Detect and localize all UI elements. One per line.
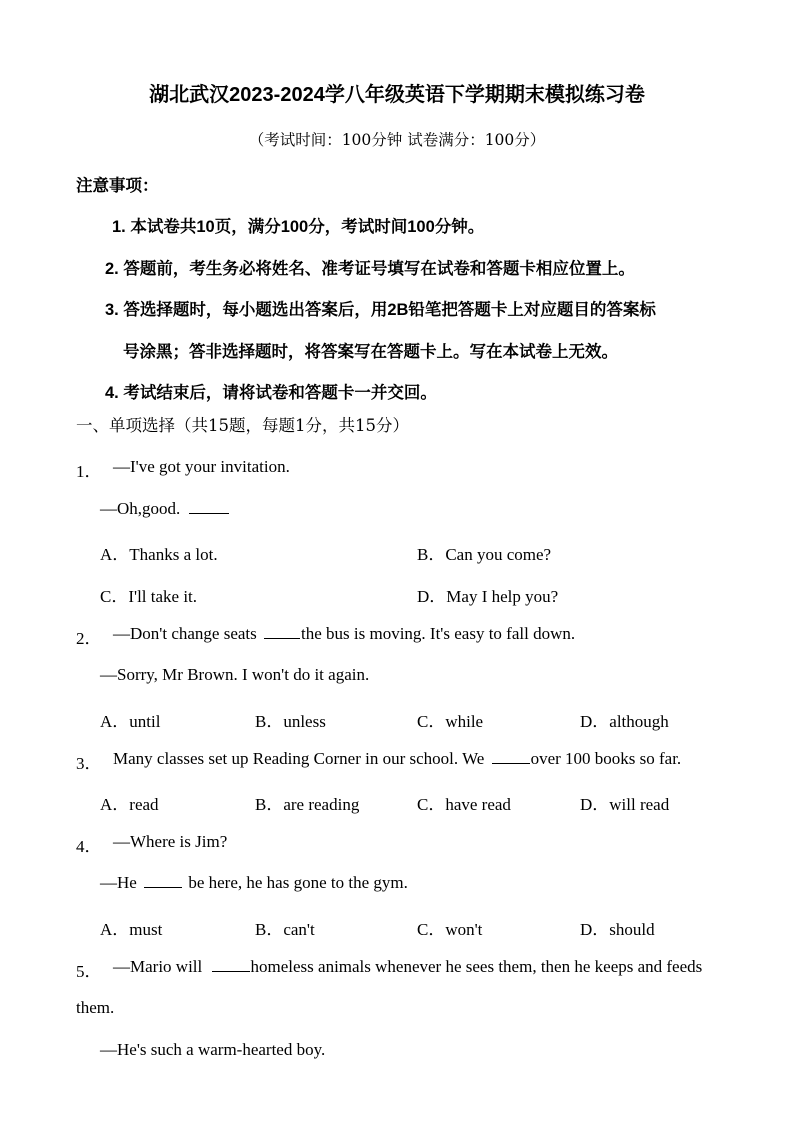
option-a: A．read <box>100 795 159 814</box>
answer-blank <box>144 873 182 888</box>
option-c: C．won't <box>417 920 483 939</box>
question-text <box>113 624 575 644</box>
section-heading: 一、单项选择（共15题，每题1分，共15分） <box>76 416 409 435</box>
notice-item: 2. 答题前，考生务必将姓名、准考证号填写在试卷和答题卡相应位置上。 <box>105 260 635 278</box>
answer-blank <box>264 624 300 639</box>
question-text <box>100 873 408 893</box>
question-text-part: —Oh,good. <box>100 499 181 518</box>
notice-item: 3. 答选择题时，每小题选出答案后，用2B铅笔把答题卡上对应题目的答案标 <box>105 301 656 319</box>
answer-blank <box>492 749 530 764</box>
question-number: 4． <box>76 837 102 856</box>
option-c: C．I'll take it. <box>100 587 198 606</box>
notice-item: 4. 考试结束后，请将试卷和答题卡一并交回。 <box>105 384 437 402</box>
answer-blank <box>189 499 229 514</box>
question-text: —I've got your invitation. <box>113 457 290 476</box>
question-text-part: be here, he has gone to the gym. <box>188 873 408 892</box>
page-title: 湖北武汉2023-2024学八年级英语下学期期末模拟练习卷 <box>149 84 645 106</box>
option-d: D．will read <box>580 795 670 814</box>
question-text-part: the bus is moving. It's easy to fall down. <box>301 624 576 643</box>
option-b: B．unless <box>255 712 326 731</box>
notice-heading: 注意事项： <box>76 177 159 195</box>
option-a: A．Thanks a lot. <box>100 545 218 564</box>
question-text: —He's such a warm-hearted boy. <box>100 1040 326 1059</box>
question-text <box>113 749 681 769</box>
question-number: 2． <box>76 629 102 648</box>
notice-item-continued: 号涂黑；答非选择题时，将答案写在答题卡上。写在本试卷上无效。 <box>123 343 618 361</box>
option-a: A．must <box>100 920 163 939</box>
question-text-part: over 100 books so far. <box>530 749 682 768</box>
question-text <box>100 499 229 519</box>
exam-info: （考试时间：100分钟 试卷满分：100分） <box>248 131 546 149</box>
option-c: C．while <box>417 712 484 731</box>
question-text-part: —Don't change seats <box>113 624 257 643</box>
question-text-part: homeless animals whenever he sees them, then he keeps and feeds <box>250 957 703 976</box>
question-text-continued: them. <box>76 998 115 1017</box>
question-text <box>113 957 702 977</box>
option-a: A．until <box>100 712 161 731</box>
option-c: C．have read <box>417 795 511 814</box>
question-text-part: —Mario will <box>113 957 203 976</box>
option-d: D．should <box>580 920 655 939</box>
question-text: —Where is Jim? <box>113 832 228 851</box>
question-text: —Sorry, Mr Brown. I won't do it again. <box>100 665 370 684</box>
question-text-part: Many classes set up Reading Corner in our school. We <box>113 749 485 768</box>
question-number: 1． <box>76 462 102 481</box>
question-number: 5． <box>76 962 102 981</box>
question-number: 3． <box>76 754 102 773</box>
option-d: D．May I help you? <box>417 587 559 606</box>
option-d: D．although <box>580 712 669 731</box>
notice-item: 1. 本试卷共10页，满分100分，考试时间100分钟。 <box>112 218 485 236</box>
option-b: B．can't <box>255 920 315 939</box>
option-b: B．are reading <box>255 795 360 814</box>
option-b: B．Can you come? <box>417 545 552 564</box>
question-text-part: —He <box>100 873 137 892</box>
answer-blank <box>212 957 250 972</box>
